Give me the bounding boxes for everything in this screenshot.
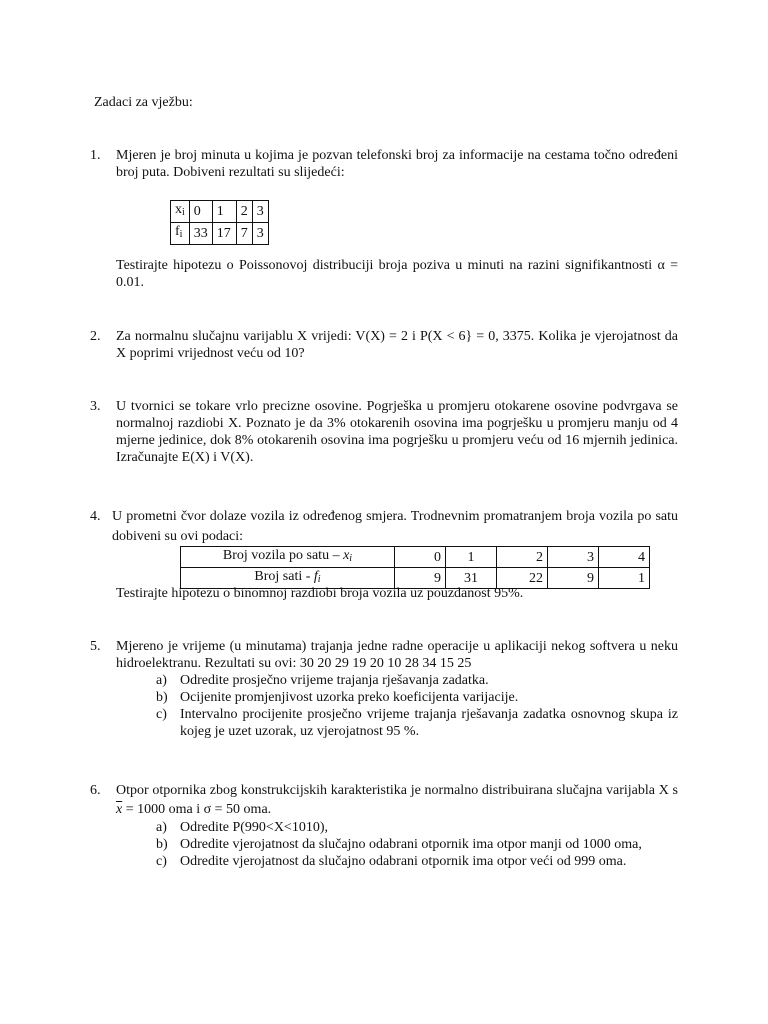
- task-2: [90, 328, 678, 362]
- task-text: Mjereno je vrijeme (u minutama) trajanja jedne radne operacije u aplikaciji nekog softvera u neku hidroelektranu. Rezultati su ovi: 30 20 29 19 20 10 28 34 15 25: [116, 639, 678, 671]
- table-cell: 7: [236, 223, 252, 245]
- table-cell: 3: [252, 223, 268, 245]
- table-cell: 3: [252, 201, 268, 223]
- task-text: U prometni čvor dolaze vozila iz određenog smjera. Trodnevnim promatranjem broja vozila po satu dobiveni su ovi podaci:: [112, 509, 678, 544]
- frequency-table-1: [170, 200, 269, 245]
- task-number: 4.: [90, 509, 101, 524]
- task-number: 3.: [90, 399, 101, 414]
- table-cell: 2: [236, 201, 252, 223]
- table-cell: 9: [395, 568, 446, 589]
- mean-symbol: $\overline{x}$: [116, 802, 123, 817]
- subtask-list: [116, 672, 678, 740]
- table-cell: 1: [446, 547, 497, 568]
- task-text: Mjeren je broj minuta u kojima je pozvan telefonski broj za informacije na cestama točno određeni broj puta. Dobiveni rezultati su slijedeći:: [116, 148, 678, 180]
- row-label: $x_i$: [171, 201, 190, 223]
- task-text: U tvornici se tokare vrlo precizne osovine. Pogrješka u promjeru otokarene osovine podvrgava se normalnoj razdiobi X. Poznato je da 3% otokarenih osovina ima pogrješku u promjeru manju od 4 mjerne jedinice, dok 8% otokarenih osovina ima pogrješku u promjeru veću od 16 mjernih jedinica. Izračunajte E(X) i V(X).: [116, 399, 678, 465]
- list-item: b) Ocijenite promjenjivost uzorka preko koeficijenta varijacije.: [156, 690, 519, 705]
- table-cell: 2: [497, 547, 548, 568]
- table-row: [181, 547, 650, 568]
- task-5: [90, 638, 678, 740]
- table-cell: 1: [599, 568, 650, 589]
- table-cell: 33: [189, 223, 212, 245]
- page-heading: Zadaci za vježbu:: [94, 95, 193, 110]
- task-number: 2.: [90, 329, 101, 344]
- row-label: Broj vozila po satu – $x_i$: [181, 547, 395, 568]
- table-cell: 0: [189, 201, 212, 223]
- list-item: b) Odredite vjerojatnost da slučajno odabrani otpornik ima otpor manji od 1000 oma,: [156, 837, 642, 852]
- list-item: a) Odredite prosječno vrijeme trajanja rješavanja zadatka.: [156, 673, 489, 688]
- table-cell: 31: [446, 568, 497, 589]
- task-4-question: [90, 585, 678, 602]
- subtask-list: [116, 819, 678, 870]
- table-cell: 3: [548, 547, 599, 568]
- task-4: [90, 507, 678, 547]
- task-6: [90, 781, 678, 870]
- task-number: 5.: [90, 639, 101, 654]
- table-cell: 9: [548, 568, 599, 589]
- table-cell: 22: [497, 568, 548, 589]
- task-text: Testirajte hipotezu o binomnoj razdiobi broja vozila uz pouzdanost 95%.: [116, 586, 524, 601]
- table-cell: 4: [599, 547, 650, 568]
- table-cell: 1: [212, 201, 236, 223]
- list-item: c) Odredite vjerojatnost da slučajno odabrani otpornik ima otpor veći od 999 oma.: [156, 854, 627, 869]
- task-1-question: [90, 257, 678, 291]
- task-text: Otpor otpornika zbog konstrukcijskih karakteristika je normalno distribuirana slučajna varijabla X s $\overline{x} = 1000$ oma i σ = 50 oma.: [116, 783, 678, 817]
- row-label: Broj sati - $f_i$: [181, 568, 395, 589]
- table-cell: 0: [395, 547, 446, 568]
- table-cell: 17: [212, 223, 236, 245]
- task-number: 1.: [90, 148, 101, 163]
- task-text: Za normalnu slučajnu varijablu X vrijedi: V(X) = 2 i P(X < 6} = 0, 3375. Kolika je vjerojatnost da X poprimi vrijednost veću od 10?: [116, 329, 678, 361]
- table-row: [171, 201, 269, 223]
- table-row: [171, 223, 269, 245]
- task-3: [90, 398, 678, 466]
- frequency-table-4: [180, 546, 650, 589]
- task-number: 6.: [90, 783, 101, 798]
- task-text: Testirajte hipotezu o Poissonovoj distribuciji broja poziva u minuti na razini signifikantnosti α = 0.01.: [116, 258, 678, 290]
- row-label: $f_i$: [171, 223, 190, 245]
- list-item: c) Intervalno procijenite prosječno vrijeme trajanja rješavanja zadatka osnovnog skupa iz kojeg je uzet uzorak, uz vjerojatnost 95 %.: [156, 707, 678, 739]
- list-item: a) Odredite P(990<X<1010),: [156, 820, 328, 835]
- task-1: [90, 147, 678, 181]
